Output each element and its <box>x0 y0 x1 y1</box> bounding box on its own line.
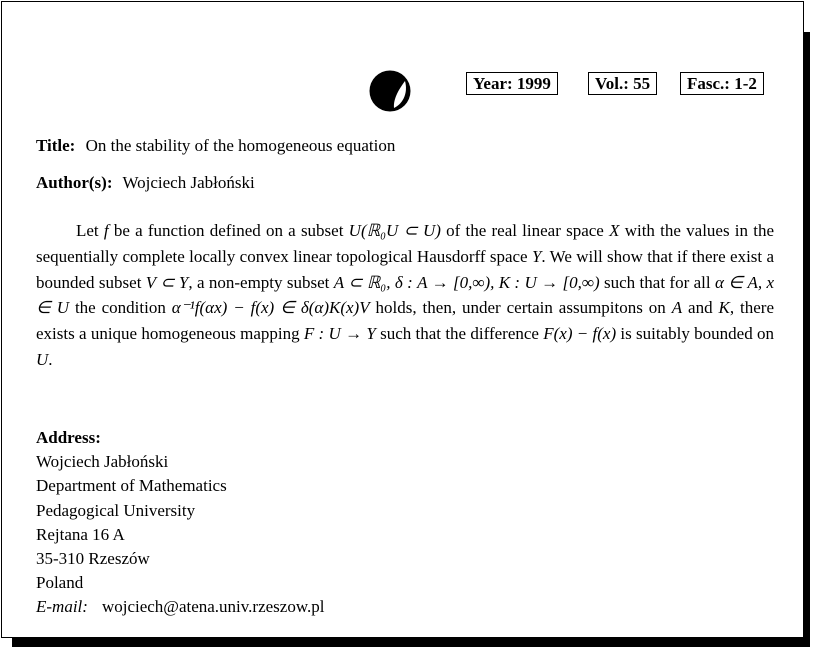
author-label: Author(s): <box>36 173 113 192</box>
abstract-text: , there exists a unique homogeneous mapping <box>36 298 775 344</box>
abstract-text: be a function defined on a subset <box>108 221 349 240</box>
math-a-subset: A ⊂ ℝ₀, δ : A → [0,∞), K : U → [0,∞) <box>333 272 600 292</box>
address-line: Rejtana 16 A <box>36 524 125 544</box>
math-f-diff: F(x) − f(x) <box>543 324 617 344</box>
email-label: E-mail: <box>36 597 88 617</box>
crescent-moon-logo <box>368 68 412 114</box>
address-line: 35-310 Rzeszów <box>36 549 150 569</box>
fascicle-tag: Fasc.: 1-2 <box>680 72 764 95</box>
math-condition: α⁻¹f(αx) − f(x) ∈ δ(α)K(x)V <box>171 298 370 318</box>
year-tag: Year: 1999 <box>466 72 558 95</box>
abstract-text: the condition <box>69 298 172 318</box>
math-f: f <box>103 221 109 240</box>
abstract-text: such that for all <box>599 272 715 292</box>
paper-title: On the stability of the homogeneous equation <box>85 136 396 155</box>
title-row <box>36 135 395 157</box>
math-k: K <box>718 298 730 318</box>
abstract-text: of the real linear space <box>440 221 610 240</box>
abstract-paragraph <box>36 218 774 373</box>
math-y: Y <box>531 246 542 266</box>
email-link[interactable]: wojciech@atena.univ.rzeszow.pl <box>101 597 325 617</box>
math-u: U <box>36 349 49 369</box>
abstract-text: and <box>682 298 719 318</box>
address-label: Address: <box>36 428 101 447</box>
address-line: Wojciech Jabłoński <box>36 452 169 472</box>
volume-tag: Vol.: 55 <box>588 72 657 95</box>
abstract-card <box>1 1 804 638</box>
abstract-text: , a non-empty subset <box>188 272 334 292</box>
abstract-text: is suitably bounded on <box>616 324 774 344</box>
title-label: Title: <box>36 136 76 155</box>
abstract-text: holds, then, under certain assumpitons on <box>369 298 672 318</box>
math-x: X <box>609 221 620 240</box>
abstract-text: with the values in the sequentially complete locally convex linear topological Hausdorff space <box>36 221 775 266</box>
math-v-subset: V ⊂ Y <box>145 272 189 292</box>
address-line: Pedagogical University <box>36 500 196 520</box>
abstract-text: . We will show that if there exist a bounded subset <box>36 246 774 292</box>
author-row <box>36 172 255 194</box>
address-line: Poland <box>36 573 84 593</box>
abstract-text: such that the difference <box>375 324 544 344</box>
address-line: Department of Mathematics <box>36 476 227 496</box>
math-a: A <box>671 298 683 318</box>
abstract-text: . <box>48 349 53 369</box>
math-f-map: F : U → Y <box>303 324 376 344</box>
math-forall: α ∈ A, x ∈ U <box>36 272 774 318</box>
paper-authors: Wojciech Jabłoński <box>122 173 255 192</box>
abstract-text: Let <box>76 221 104 240</box>
address-block <box>36 426 536 620</box>
email-row <box>36 595 536 619</box>
math-u-def: U(ℝ₀U ⊂ U) <box>348 221 441 240</box>
